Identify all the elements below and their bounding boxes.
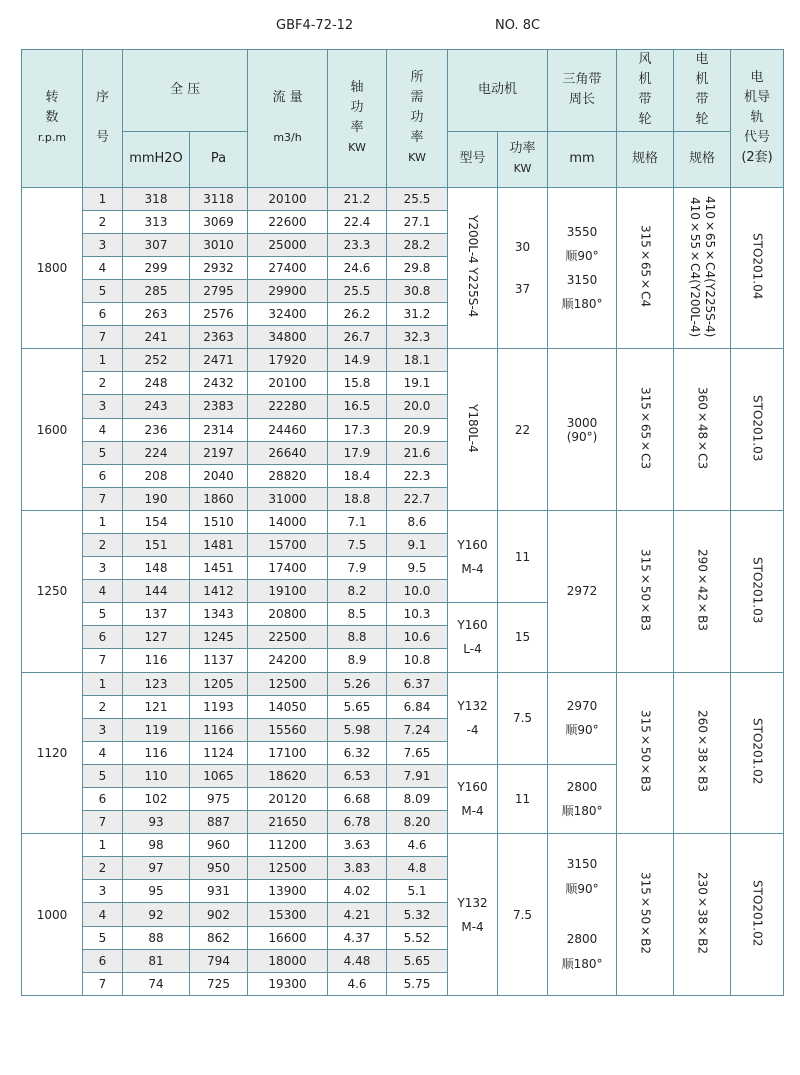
motor-power-cell: 22	[498, 349, 548, 511]
mmh2o-cell: 116	[123, 741, 190, 764]
shaft-power-cell: 25.5	[328, 279, 387, 302]
rail-header: 电 机导 轨 代号 (2套)	[731, 50, 784, 188]
seq-cell: 1	[83, 349, 123, 372]
rpm-cell: 1250	[22, 510, 83, 672]
required-power-cell: 21.6	[387, 441, 448, 464]
motor-model-cell: Y160 M-4	[448, 764, 498, 833]
shaft-power-cell: 7.9	[328, 557, 387, 580]
seq-cell: 2	[83, 695, 123, 718]
seq-cell: 2	[83, 372, 123, 395]
seq-cell: 3	[83, 557, 123, 580]
group-1250	[22, 510, 784, 672]
seq-cell: 1	[83, 834, 123, 857]
pa-cell: 1451	[190, 557, 248, 580]
shaft-power-cell: 17.9	[328, 441, 387, 464]
pa-cell: 902	[190, 903, 248, 926]
motor-model-cell: Y180L-4	[448, 349, 498, 511]
motor-power-cell: 30 37	[498, 187, 548, 349]
mmh2o-cell: 318	[123, 187, 190, 210]
motor-power-header: 功率 KW	[498, 131, 548, 187]
shaft-power-header: 轴 功 率 KW	[328, 50, 387, 188]
belt-length-cell: 3150 顺90° 2800 顺180°	[548, 834, 617, 996]
required-power-cell: 29.8	[387, 256, 448, 279]
motor-pulley-header: 电 机 带 轮	[674, 50, 731, 132]
shaft-power-cell: 8.9	[328, 649, 387, 672]
required-power-cell: 27.1	[387, 210, 448, 233]
flow-cell: 20100	[248, 372, 328, 395]
pa-cell: 1193	[190, 695, 248, 718]
required-power-cell: 5.1	[387, 880, 448, 903]
required-power-cell: 8.09	[387, 788, 448, 811]
shaft-power-cell: 3.63	[328, 834, 387, 857]
required-power-cell: 7.24	[387, 718, 448, 741]
mmh2o-cell: 116	[123, 649, 190, 672]
flow-cell: 17400	[248, 557, 328, 580]
flow-cell: 14000	[248, 510, 328, 533]
mmh2o-cell: 313	[123, 210, 190, 233]
seq-cell: 5	[83, 926, 123, 949]
seq-cell: 7	[83, 811, 123, 834]
flow-cell: 20100	[248, 187, 328, 210]
mmh2o-cell: 151	[123, 533, 190, 556]
required-power-cell: 25.5	[387, 187, 448, 210]
motor-model-cell: Y160 L-4	[448, 603, 498, 672]
required-power-cell: 4.8	[387, 857, 448, 880]
required-power-cell: 7.91	[387, 764, 448, 787]
shaft-power-cell: 3.83	[328, 857, 387, 880]
shaft-power-cell: 15.8	[328, 372, 387, 395]
required-power-cell: 28.2	[387, 233, 448, 256]
fan-pulley-cell: 315×50×B2	[617, 834, 674, 996]
motor-power-cell: 11	[498, 510, 548, 602]
flow-cell: 22600	[248, 210, 328, 233]
motor-model-header: 型号	[448, 131, 498, 187]
mmh2o-cell: 97	[123, 857, 190, 880]
shaft-power-cell: 23.3	[328, 233, 387, 256]
mmh2o-cell: 208	[123, 464, 190, 487]
pa-cell: 1860	[190, 487, 248, 510]
mmh2o-cell: 74	[123, 972, 190, 995]
shaft-power-cell: 4.37	[328, 926, 387, 949]
rail-code-cell: STO201.03	[731, 349, 784, 511]
pa-cell: 862	[190, 926, 248, 949]
shaft-power-cell: 4.02	[328, 880, 387, 903]
motor-power-cell: 7.5	[498, 834, 548, 996]
seq-cell: 4	[83, 256, 123, 279]
pa-cell: 931	[190, 880, 248, 903]
mmh2o-header: mmH2O	[123, 131, 190, 187]
pa-cell: 887	[190, 811, 248, 834]
seq-cell: 5	[83, 441, 123, 464]
pa-cell: 1412	[190, 580, 248, 603]
doc-title: GBF4-72-12	[276, 18, 354, 33]
required-power-cell: 10.0	[387, 580, 448, 603]
seq-cell: 3	[83, 395, 123, 418]
shaft-power-cell: 17.3	[328, 418, 387, 441]
flow-cell: 18620	[248, 764, 328, 787]
belt-length-cell: 3550 顺90° 3150 顺180°	[548, 187, 617, 349]
shaft-power-cell: 6.32	[328, 741, 387, 764]
seq-cell: 2	[83, 533, 123, 556]
flow-cell: 14050	[248, 695, 328, 718]
flow-cell: 16600	[248, 926, 328, 949]
motor-pulley-spec-header: 规格	[674, 131, 731, 187]
required-power-cell: 18.1	[387, 349, 448, 372]
seq-cell: 7	[83, 487, 123, 510]
mmh2o-cell: 154	[123, 510, 190, 533]
shaft-power-cell: 26.2	[328, 303, 387, 326]
shaft-power-cell: 18.4	[328, 464, 387, 487]
shaft-power-cell: 14.9	[328, 349, 387, 372]
mmh2o-cell: 102	[123, 788, 190, 811]
seq-header: 序 号	[83, 50, 123, 188]
rail-code-cell: STO201.02	[731, 672, 784, 834]
seq-cell: 6	[83, 626, 123, 649]
seq-cell: 4	[83, 903, 123, 926]
flow-cell: 26640	[248, 441, 328, 464]
pa-cell: 1205	[190, 672, 248, 695]
required-power-header: 所 需 功 率 KW	[387, 50, 448, 188]
mmh2o-cell: 224	[123, 441, 190, 464]
shaft-power-cell: 22.4	[328, 210, 387, 233]
mmh2o-cell: 123	[123, 672, 190, 695]
motor-pulley-cell: 410×55×C4(Y200L-4)410×65×C4(Y225S-4)	[674, 187, 731, 349]
required-power-cell: 5.52	[387, 926, 448, 949]
motor-pulley-cell: 360×48×C3	[674, 349, 731, 511]
flow-cell: 20800	[248, 603, 328, 626]
mmh2o-cell: 243	[123, 395, 190, 418]
flow-cell: 31000	[248, 487, 328, 510]
mmh2o-cell: 81	[123, 949, 190, 972]
seq-cell: 1	[83, 510, 123, 533]
seq-cell: 3	[83, 718, 123, 741]
belt-length-cell: 2972	[548, 510, 617, 672]
flow-cell: 27400	[248, 256, 328, 279]
flow-cell: 24460	[248, 418, 328, 441]
seq-cell: 2	[83, 210, 123, 233]
flow-cell: 28820	[248, 464, 328, 487]
flow-cell: 15560	[248, 718, 328, 741]
flow-cell: 11200	[248, 834, 328, 857]
required-power-cell: 32.3	[387, 326, 448, 349]
rail-code-cell: STO201.04	[731, 187, 784, 349]
pa-cell: 950	[190, 857, 248, 880]
motor-pulley-cell: 260×38×B3	[674, 672, 731, 834]
required-power-cell: 10.3	[387, 603, 448, 626]
flow-cell: 24200	[248, 649, 328, 672]
mmh2o-cell: 98	[123, 834, 190, 857]
pa-cell: 2040	[190, 464, 248, 487]
pa-cell: 2314	[190, 418, 248, 441]
flow-cell: 15700	[248, 533, 328, 556]
mmh2o-cell: 307	[123, 233, 190, 256]
pa-cell: 3010	[190, 233, 248, 256]
group-1600	[22, 349, 784, 511]
required-power-cell: 20.0	[387, 395, 448, 418]
shaft-power-cell: 7.1	[328, 510, 387, 533]
pa-cell: 2576	[190, 303, 248, 326]
pa-cell: 1245	[190, 626, 248, 649]
rail-code-cell: STO201.03	[731, 510, 784, 672]
belt-header: 三角带 周长	[548, 50, 617, 132]
seq-cell: 3	[83, 880, 123, 903]
mmh2o-cell: 121	[123, 695, 190, 718]
belt-length-cell: 2800 顺180°	[548, 764, 617, 833]
motor-model-cell: Y132 -4	[448, 672, 498, 764]
mmh2o-cell: 127	[123, 626, 190, 649]
motor-model-cell: Y160 M-4	[448, 510, 498, 602]
mmh2o-cell: 148	[123, 557, 190, 580]
group-1800	[22, 187, 784, 349]
motor-power-cell: 15	[498, 603, 548, 672]
pa-cell: 3118	[190, 187, 248, 210]
mmh2o-cell: 236	[123, 418, 190, 441]
speed-header: 转 数 r.p.m	[22, 50, 83, 188]
flow-cell: 15300	[248, 903, 328, 926]
seq-cell: 5	[83, 279, 123, 302]
required-power-cell: 5.75	[387, 972, 448, 995]
pa-cell: 2471	[190, 349, 248, 372]
mmh2o-cell: 137	[123, 603, 190, 626]
pa-cell: 1065	[190, 764, 248, 787]
shaft-power-cell: 6.53	[328, 764, 387, 787]
shaft-power-cell: 24.6	[328, 256, 387, 279]
motor-pulley-cell: 230×38×B2	[674, 834, 731, 996]
mmh2o-cell: 241	[123, 326, 190, 349]
shaft-power-cell: 6.68	[328, 788, 387, 811]
shaft-power-cell: 8.8	[328, 626, 387, 649]
seq-cell: 4	[83, 418, 123, 441]
rpm-cell: 1600	[22, 349, 83, 511]
flow-cell: 17100	[248, 741, 328, 764]
motor-power-cell: 7.5	[498, 672, 548, 764]
motor-model-cell: Y132 M-4	[448, 834, 498, 996]
required-power-cell: 6.84	[387, 695, 448, 718]
required-power-cell: 9.5	[387, 557, 448, 580]
fan-pulley-cell: 315×65×C4	[617, 187, 674, 349]
seq-cell: 6	[83, 303, 123, 326]
flow-cell: 19100	[248, 580, 328, 603]
required-power-cell: 5.32	[387, 903, 448, 926]
required-power-cell: 5.65	[387, 949, 448, 972]
pa-cell: 1124	[190, 741, 248, 764]
pa-cell: 1137	[190, 649, 248, 672]
seq-cell: 4	[83, 741, 123, 764]
seq-cell: 2	[83, 857, 123, 880]
pa-cell: 1166	[190, 718, 248, 741]
seq-cell: 6	[83, 464, 123, 487]
pa-cell: 975	[190, 788, 248, 811]
mmh2o-cell: 95	[123, 880, 190, 903]
mmh2o-cell: 263	[123, 303, 190, 326]
seq-cell: 6	[83, 949, 123, 972]
flow-cell: 19300	[248, 972, 328, 995]
flow-cell: 34800	[248, 326, 328, 349]
seq-cell: 7	[83, 972, 123, 995]
shaft-power-cell: 4.6	[328, 972, 387, 995]
pa-cell: 2795	[190, 279, 248, 302]
required-power-cell: 6.37	[387, 672, 448, 695]
shaft-power-cell: 4.21	[328, 903, 387, 926]
belt-length-cell: 3000 (90°)	[548, 349, 617, 511]
mmh2o-cell: 285	[123, 279, 190, 302]
rpm-cell: 1120	[22, 672, 83, 834]
flow-cell: 12500	[248, 857, 328, 880]
mmh2o-cell: 248	[123, 372, 190, 395]
flow-cell: 22280	[248, 395, 328, 418]
group-1120	[22, 672, 784, 834]
shaft-power-cell: 5.65	[328, 695, 387, 718]
seq-cell: 6	[83, 788, 123, 811]
flow-cell: 13900	[248, 880, 328, 903]
required-power-cell: 31.2	[387, 303, 448, 326]
shaft-power-cell: 8.2	[328, 580, 387, 603]
fan-performance-table	[21, 49, 784, 996]
fan-pulley-cell: 315×65×C3	[617, 349, 674, 511]
pa-header: Pa	[190, 131, 248, 187]
belt-unit-header: mm	[548, 131, 617, 187]
mmh2o-cell: 119	[123, 718, 190, 741]
fan-pulley-spec-header: 规格	[617, 131, 674, 187]
seq-cell: 3	[83, 233, 123, 256]
shaft-power-cell: 16.5	[328, 395, 387, 418]
seq-cell: 1	[83, 672, 123, 695]
required-power-cell: 9.1	[387, 533, 448, 556]
mmh2o-cell: 252	[123, 349, 190, 372]
flow-cell: 18000	[248, 949, 328, 972]
required-power-cell: 10.8	[387, 649, 448, 672]
required-power-cell: 7.65	[387, 741, 448, 764]
group-1000	[22, 834, 784, 996]
required-power-cell: 22.7	[387, 487, 448, 510]
required-power-cell: 22.3	[387, 464, 448, 487]
flow-cell: 12500	[248, 672, 328, 695]
seq-cell: 4	[83, 580, 123, 603]
seq-cell: 5	[83, 764, 123, 787]
required-power-cell: 30.8	[387, 279, 448, 302]
belt-length-cell: 2970 顺90°	[548, 672, 617, 764]
mmh2o-cell: 92	[123, 903, 190, 926]
rail-code-cell: STO201.02	[731, 834, 784, 996]
shaft-power-cell: 5.26	[328, 672, 387, 695]
required-power-cell: 20.9	[387, 418, 448, 441]
shaft-power-cell: 18.8	[328, 487, 387, 510]
mmh2o-cell: 110	[123, 764, 190, 787]
motor-header: 电动机	[448, 50, 548, 132]
motor-pulley-cell: 290×42×B3	[674, 510, 731, 672]
pa-cell: 2383	[190, 395, 248, 418]
seq-cell: 5	[83, 603, 123, 626]
shaft-power-cell: 26.7	[328, 326, 387, 349]
seq-cell: 1	[83, 187, 123, 210]
required-power-cell: 19.1	[387, 372, 448, 395]
flow-cell: 32400	[248, 303, 328, 326]
motor-model-cell: Y200L-4 Y225S-4	[448, 187, 498, 349]
motor-power-cell: 11	[498, 764, 548, 833]
total-pressure-header: 全 压	[123, 50, 248, 132]
flow-cell: 17920	[248, 349, 328, 372]
mmh2o-cell: 190	[123, 487, 190, 510]
fan-pulley-cell: 315×50×B3	[617, 672, 674, 834]
pa-cell: 1481	[190, 533, 248, 556]
flow-cell: 21650	[248, 811, 328, 834]
pa-cell: 960	[190, 834, 248, 857]
flow-header: 流 量 m3/h	[248, 50, 328, 188]
shaft-power-cell: 5.98	[328, 718, 387, 741]
shaft-power-cell: 4.48	[328, 949, 387, 972]
pa-cell: 2432	[190, 372, 248, 395]
rpm-cell: 1800	[22, 187, 83, 349]
required-power-cell: 8.6	[387, 510, 448, 533]
required-power-cell: 10.6	[387, 626, 448, 649]
flow-cell: 25000	[248, 233, 328, 256]
pa-cell: 2932	[190, 256, 248, 279]
mmh2o-cell: 88	[123, 926, 190, 949]
seq-cell: 7	[83, 649, 123, 672]
required-power-cell: 8.20	[387, 811, 448, 834]
pa-cell: 794	[190, 949, 248, 972]
shaft-power-cell: 8.5	[328, 603, 387, 626]
mmh2o-cell: 144	[123, 580, 190, 603]
required-power-cell: 4.6	[387, 834, 448, 857]
model-number: NO. 8C	[495, 18, 541, 33]
fan-pulley-header: 风 机 带 轮	[617, 50, 674, 132]
shaft-power-cell: 6.78	[328, 811, 387, 834]
rpm-cell: 1000	[22, 834, 83, 996]
pa-cell: 725	[190, 972, 248, 995]
fan-pulley-cell: 315×50×B3	[617, 510, 674, 672]
pa-cell: 1343	[190, 603, 248, 626]
mmh2o-cell: 299	[123, 256, 190, 279]
mmh2o-cell: 93	[123, 811, 190, 834]
seq-cell: 7	[83, 326, 123, 349]
flow-cell: 20120	[248, 788, 328, 811]
pa-cell: 3069	[190, 210, 248, 233]
flow-cell: 29900	[248, 279, 328, 302]
pa-cell: 1510	[190, 510, 248, 533]
flow-cell: 22500	[248, 626, 328, 649]
pa-cell: 2363	[190, 326, 248, 349]
pa-cell: 2197	[190, 441, 248, 464]
shaft-power-cell: 7.5	[328, 533, 387, 556]
shaft-power-cell: 21.2	[328, 187, 387, 210]
